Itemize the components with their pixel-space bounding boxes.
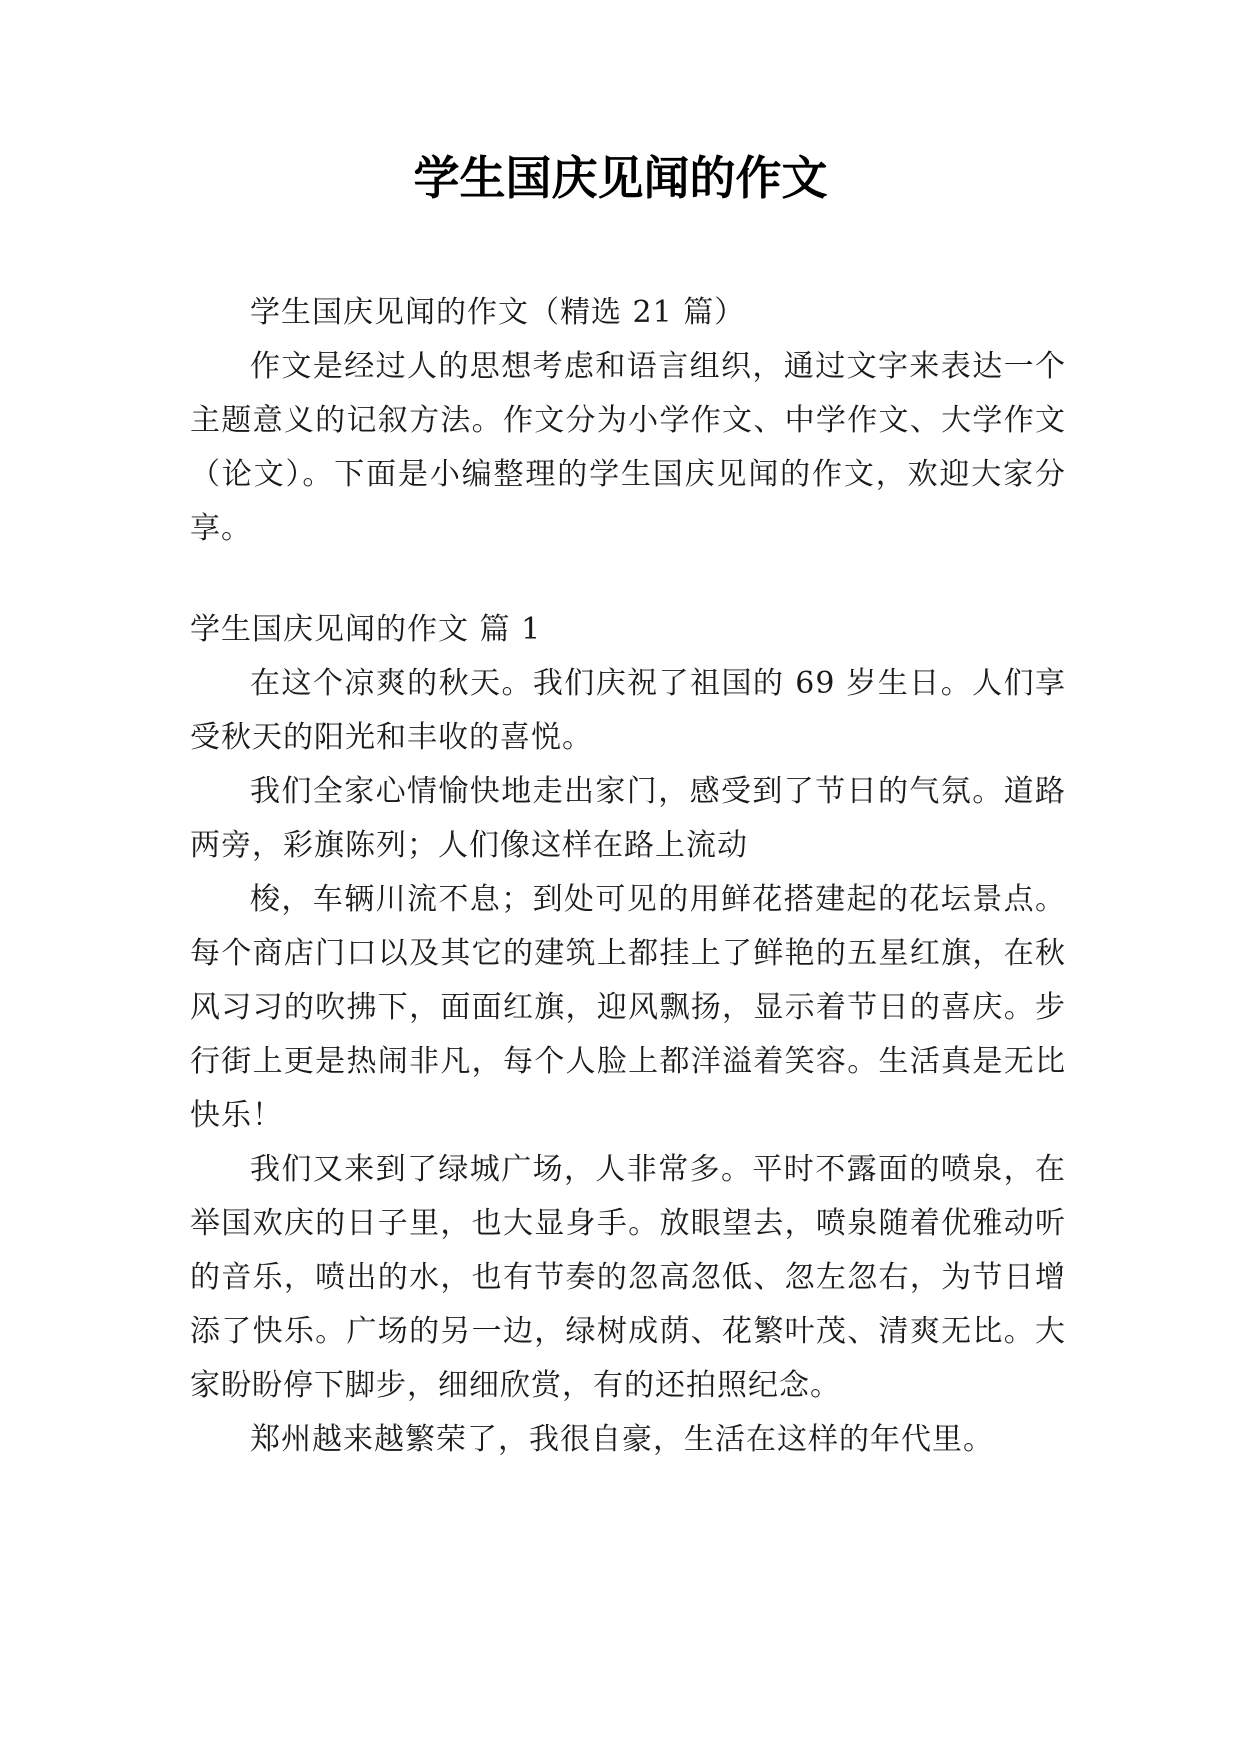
section-heading: 学生国庆见闻的作文 篇 1: [190, 612, 542, 647]
essay-paragraph: 在这个凉爽的秋天。我们庆祝了祖国的 69 岁生日。人们享受秋天的阳光和丰收的喜悦。: [190, 666, 1066, 755]
essay-paragraph: 我们全家心情愉快地走出家门，感受到了节日的气氛。道路两旁，彩旗陈列；人们像这样在路上流动: [190, 774, 1066, 863]
intro-section: [190, 286, 1066, 556]
essay-paragraph: 郑州越来越繁荣了，我很自豪，生活在这样的年代里。: [250, 1422, 994, 1457]
essay-section: [190, 603, 1066, 1467]
page-title: 学生国庆见闻的作文: [413, 151, 828, 205]
intro-paragraph: 作文是经过人的思想考虑和语言组织，通过文字来表达一个主题意义的记叙方法。作文分为小学作文、中学作文、大学作文（论文）。下面是小编整理的学生国庆见闻的作文，欢迎大家分享。: [190, 349, 1066, 546]
essay-paragraph: 我们又来到了绿城广场，人非常多。平时不露面的喷泉，在举国欢庆的日子里，也大显身手。放眼望去，喷泉随着优雅动听的音乐，喷出的水，也有节奏的忽高忽低、忽左忽右，为节日增添了快乐。广场的另一边，绿树成荫、花繁叶茂、清爽无比。大家盼盼停下脚步，细细欣赏，有的还拍照纪念。: [190, 1152, 1066, 1403]
intro-subtitle: 学生国庆见闻的作文（精选 21 篇）: [250, 295, 746, 330]
essay-paragraph: 梭，车辆川流不息；到处可见的用鲜花搭建起的花坛景点。每个商店门口以及其它的建筑上都挂上了鲜艳的五星红旗，在秋风习习的吹拂下，面面红旗，迎风飘扬，显示着节日的喜庆。步行街上更是热闹非凡，每个人脸上都洋溢着笑容。生活真是无比快乐！: [190, 882, 1066, 1133]
